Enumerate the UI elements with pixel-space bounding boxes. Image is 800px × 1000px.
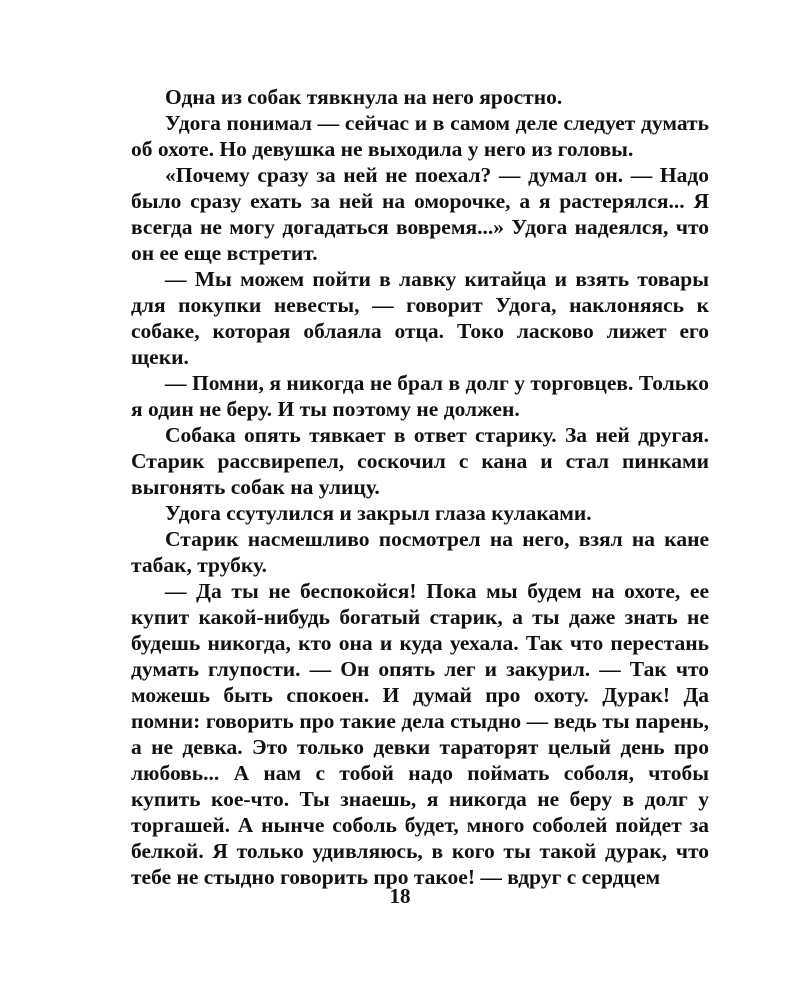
paragraph-8: Старик насмешливо посмотрел на него, взял на кане табак, трубку. <box>131 527 709 577</box>
page-text <box>131 84 709 890</box>
paragraph-7: Удога ссутулился и закрыл глаза кулаками. <box>165 501 592 525</box>
paragraph-5: — Помни, я никогда не брал в долг у торговцев. Только я один не беру. И ты поэтому не должен. <box>131 371 709 421</box>
paragraph-3: «Почему сразу за ней не поехал? — думал он. — Надо было сразу ехать за ней на оморочке, а я растерялся... Я всегда не могу догадаться вовремя...» Удога надеялся, что он ее еще встретит. <box>131 163 709 265</box>
paragraph-9: — Да ты не беспокойся! Пока мы будем на охоте, ее купит какой-нибудь богатый старик, а ты даже знать не будешь никогда, кто она и куда уехала. Так что перестань думать глупости. — Он опять лег и закурил. — Так что можешь быть спокоен. И думай про охоту. Дурак! Да помни: говорить про такие дела стыдно — ведь ты парень, а не девка. Это только девки тараторят целый день про любовь... А нам с тобой надо поймать соболя, чтобы купить кое-что. Ты знаешь, я никогда не беру в долг у торгашей. А нынче соболь будет, много соболей пойдет за белкой. Я только удивляюсь, в кого ты такой дурак, что тебе не стыдно говорить про такое! — вдруг с сердцем <box>131 579 709 889</box>
paragraph-2: Удога понимал — сейчас и в самом деле следует думать об охоте. Но девушка не выходила у него из головы. <box>131 111 709 161</box>
paragraph-4: — Мы можем пойти в лавку китайца и взять товары для покупки невесты, — говорит Удога, наклоняясь к собаке, которая облаяла отца. Токо ласково лижет его щеки. <box>131 267 709 369</box>
page-number: 18 <box>389 884 411 908</box>
paragraph-1: Одна из собак тявкнула на него яростно. <box>165 85 563 109</box>
paragraph-6: Собака опять тявкает в ответ старику. За ней другая. Старик рассвирепел, соскочил с кана и стал пинками выгонять собак на улицу. <box>131 423 709 499</box>
